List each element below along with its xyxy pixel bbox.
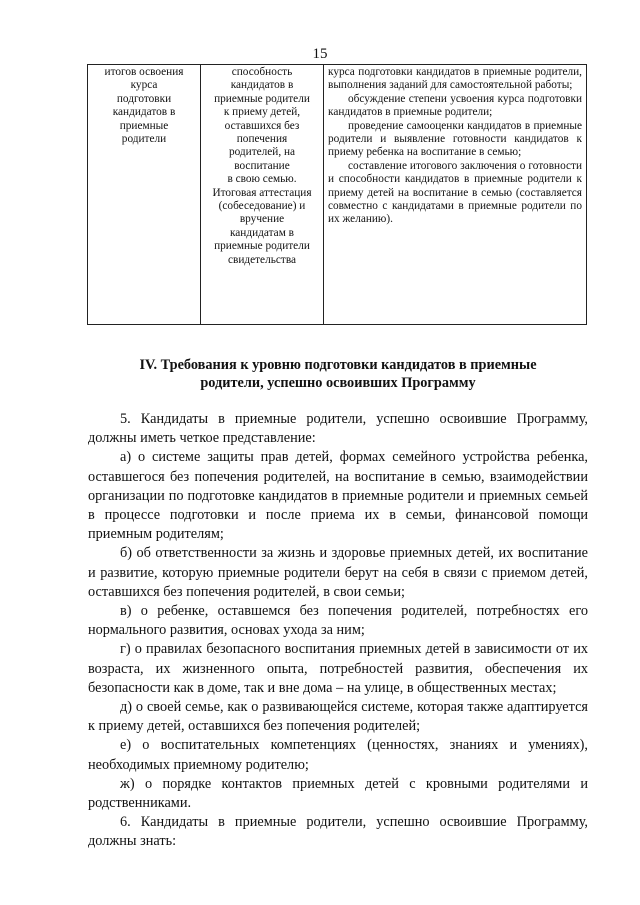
page-number: 15	[312, 46, 328, 62]
table-cell-line: подготовки	[116, 92, 172, 105]
table-cell-line: кандидатам в	[229, 226, 295, 239]
table-cell-line: итогов освоения	[104, 66, 184, 78]
table-cell-activities	[324, 65, 587, 325]
table-cell-line: приемные родители	[214, 92, 310, 105]
table-cell-line: свидетельства	[227, 253, 297, 266]
table-activity-paragraph: составление итогового заключения о готовности и способности кандидатов в приемные родители к приему детей на воспитание в семью (составляется совместно с кандидатами в приемные родители по их желанию).	[328, 159, 582, 226]
body-paragraph: 6. Кандидаты в приемные родители, успешно освоившие Программу, должны знать:	[88, 814, 588, 850]
body-paragraph: ж) о порядке контактов приемных детей с кровными родителями и родственниками.	[88, 775, 588, 812]
body-paragraph: 5. Кандидаты в приемные родители, успешно освоившие Программу, должны иметь четкое представление:	[88, 411, 588, 447]
body-paragraph: е) о воспитательных компетенциях (ценностях, знаниях и умениях), необходимых приемному родителю;	[88, 737, 588, 773]
table-cell-stage	[88, 65, 201, 325]
table-cell-line: (собеседование) и	[218, 200, 306, 213]
table-cell-line: попечения	[236, 133, 288, 146]
body-paragraph: а) о системе защиты прав детей, формах семейного устройства ребенка, оставшегося без попечения родителей, на воспитание в семью, взаимодействии организации по подготовке кандидатов в приемные родители и приемных семьей в процессе подготовки и после приема их в семьи, финансовой помощи приемным родителям;	[88, 449, 588, 543]
body-paragraph: б) об ответственности за жизнь и здоровье приемных детей, их воспитание и развитие, которую приемные родители берут на себя в связи с приемом детей, оставшихся без попечения родителей, в свои семьи;	[88, 545, 588, 600]
body-paragraph: г) о правилах безопасного воспитания приемных детей в зависимости от их возраста, их жизненного опыта, потребностей развития, обеспечения их безопасности как в доме, так и вне дома – на улице, в общественных местах;	[88, 641, 588, 696]
body-paragraph: в) о ребенке, оставшемся без попечения родителей, потребностях его нормального развития, основах ухода за ним;	[88, 603, 588, 639]
table-cell-line: родители	[121, 133, 167, 146]
section-heading-line2: родители, успешно освоивших Программу	[200, 375, 476, 391]
table-activity-paragraph: обсуждение степени усвоения курса подготовки кандидатов в приемные родители;	[328, 92, 582, 119]
table-cell-line: вручение	[239, 213, 285, 226]
section-heading	[100, 356, 576, 392]
section-heading-line1: IV. Требования к уровню подготовки кандидатов в приемные	[139, 357, 537, 373]
table-cell-line: кандидатов в	[230, 79, 294, 92]
continuation-table	[87, 64, 587, 325]
table-cell-line: способность	[231, 66, 293, 78]
table-cell-line: к приему детей,	[223, 106, 301, 119]
table-cell-line: курса	[130, 79, 158, 92]
table-activity-paragraph: проведение самооценки кандидатов в приемные родители и выявление готовности кандидатов к приему ребенка на воспитание в семью;	[328, 119, 582, 159]
section-body	[88, 410, 588, 852]
table-row	[88, 65, 587, 325]
table-cell-line: кандидатов в	[112, 106, 176, 119]
table-cell-line: приемные родители	[214, 240, 310, 253]
table-cell-line: Итоговая аттестация	[212, 186, 312, 199]
table-cell-line: воспитание	[234, 159, 290, 172]
table-cell-line: приемные	[119, 119, 169, 132]
table-cell-line: в свою семью.	[227, 173, 297, 186]
table-cell-line: оставшихся без	[224, 119, 300, 132]
table-activity-paragraph: курса подготовки кандидатов в приемные родители, выполнения заданий для самостоятельной работы;	[328, 66, 582, 92]
table-cell-line: родителей, на	[228, 146, 296, 159]
table-cell-result	[201, 65, 324, 325]
body-paragraph: д) о своей семье, как о развивающейся системе, которая также адаптируется к приему детей, оставшихся без попечения родителей;	[88, 699, 588, 735]
